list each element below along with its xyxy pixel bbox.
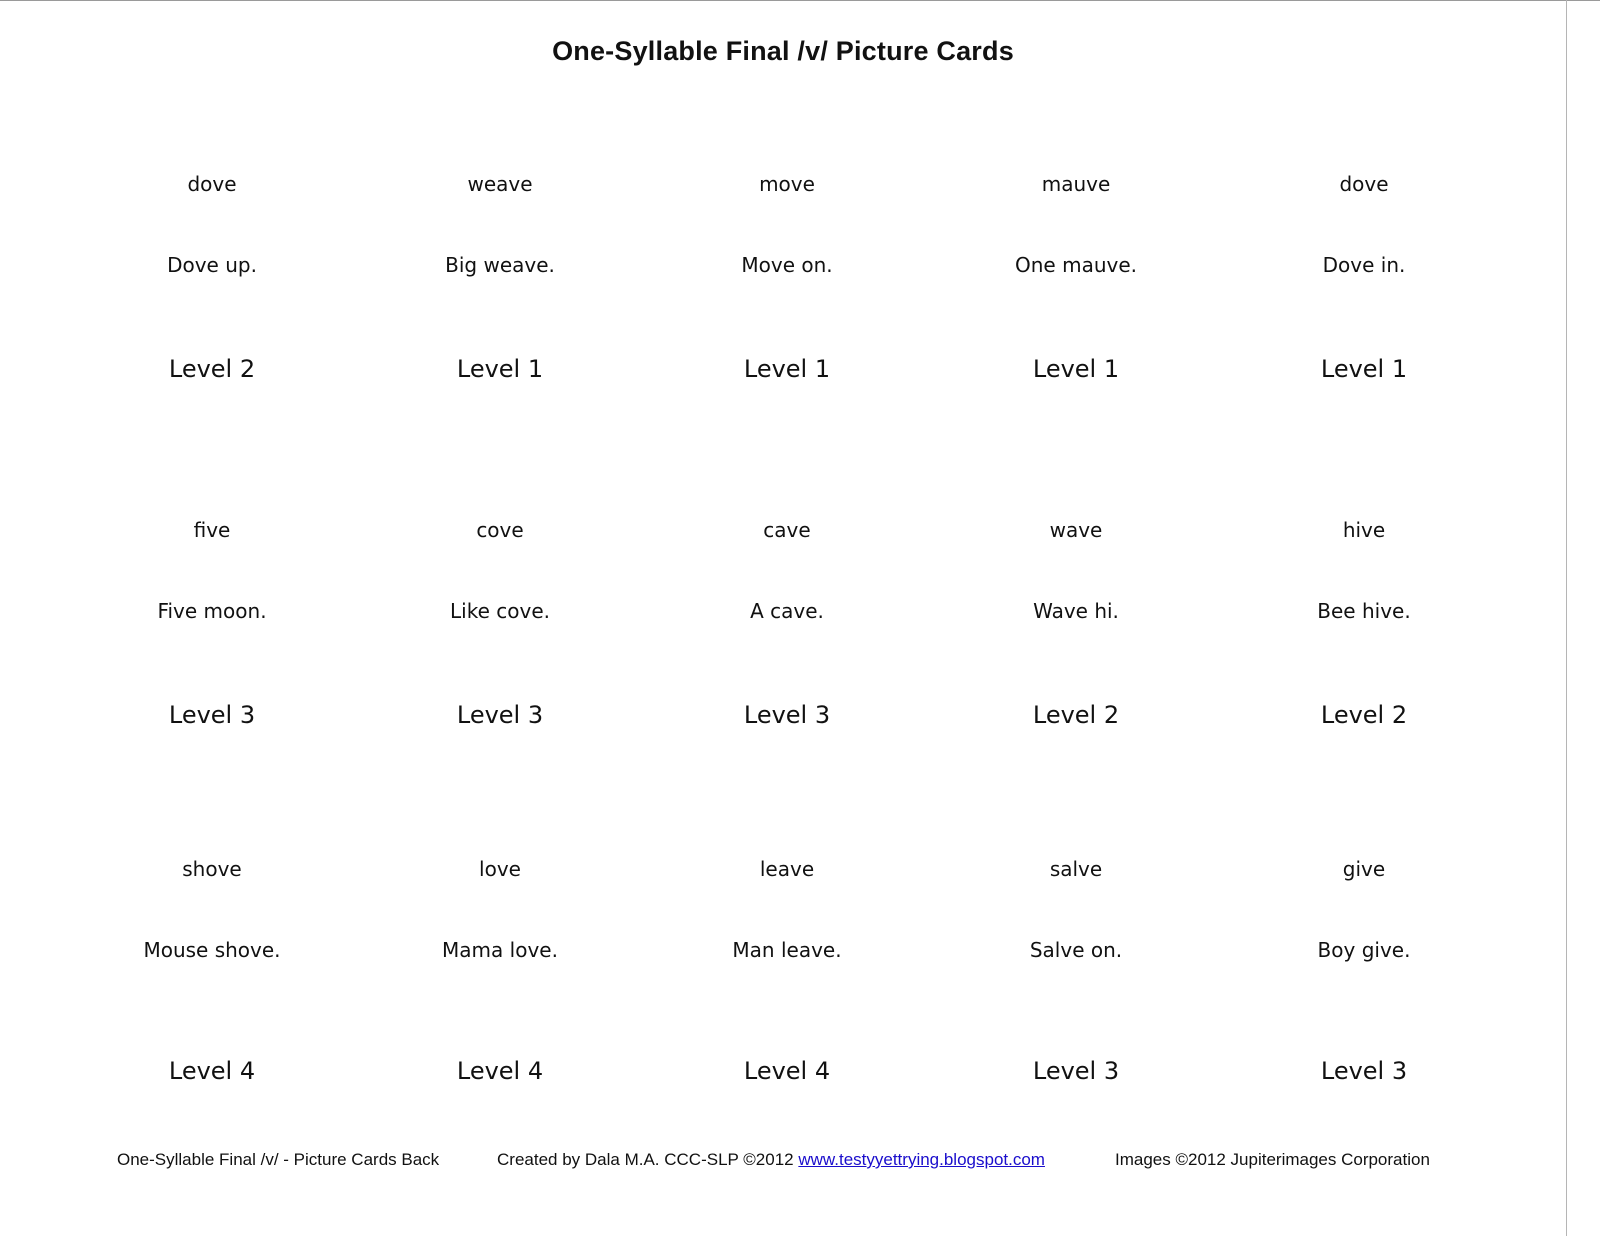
card-level: Level 3: [456, 701, 544, 729]
card-level: Level 2: [1032, 701, 1120, 729]
card-phrase: Five moon.: [157, 599, 267, 623]
card-level: Level 2: [168, 355, 256, 383]
card-level: Level 3: [1320, 1057, 1408, 1085]
card-word: salve: [1049, 857, 1103, 881]
card-level: Level 2: [1320, 701, 1408, 729]
card-word: love: [479, 857, 521, 881]
card-phrase: Move on.: [741, 253, 833, 277]
card-phrase: A cave.: [750, 599, 824, 623]
card-hive: [1234, 517, 1494, 757]
card-move: [657, 171, 917, 411]
card-word: cove: [476, 518, 524, 542]
card-phrase: Mouse shove.: [143, 938, 281, 962]
footer-left: One-Syllable Final /v/ - Picture Cards Back: [117, 1150, 440, 1169]
card-five: [82, 517, 342, 757]
card-phrase: Bee hive.: [1317, 599, 1411, 623]
card-wave: [946, 517, 1206, 757]
card-level: Level 3: [1032, 1057, 1120, 1085]
card-word: weave: [467, 172, 533, 196]
card-word: mauve: [1041, 172, 1111, 196]
card-mauve: [946, 171, 1206, 411]
card-word: leave: [759, 857, 815, 881]
card-give: [1234, 856, 1494, 1096]
footer-images: Images ©2012 Jupiterimages Corporation: [1115, 1150, 1430, 1169]
card-love: [370, 856, 630, 1096]
card-leave: [657, 856, 917, 1096]
card-level: Level 4: [168, 1057, 256, 1085]
footer-credit: [497, 1148, 1045, 1172]
footer-credit-text: Created by Dala M.A. CCC-SLP ©2012: [497, 1150, 794, 1169]
card-level: Level 3: [743, 701, 831, 729]
card-dove-1: [82, 171, 342, 411]
card-word: shove: [182, 857, 242, 881]
card-word: wave: [1049, 518, 1103, 542]
card-dove-2: [1234, 171, 1494, 411]
card-level: Level 4: [456, 1057, 544, 1085]
card-cove: [370, 517, 630, 757]
card-level: Level 1: [743, 355, 831, 383]
card-word: move: [759, 172, 815, 196]
card-phrase: Salve on.: [1029, 938, 1123, 962]
card-word: hive: [1342, 518, 1386, 542]
card-level: Level 4: [743, 1057, 831, 1085]
card-level: Level 1: [1032, 355, 1120, 383]
card-word: give: [1342, 857, 1386, 881]
card-word: dove: [187, 172, 237, 196]
card-phrase: Wave hi.: [1033, 599, 1119, 623]
card-level: Level 3: [168, 701, 256, 729]
card-cave: [657, 517, 917, 757]
page-title: One-Syllable Final /v/ Picture Cards: [552, 36, 1014, 66]
card-shove: [82, 856, 342, 1096]
card-phrase: Mama love.: [442, 938, 558, 962]
card-word: five: [193, 518, 231, 542]
card-phrase: Big weave.: [445, 253, 555, 277]
card-weave: [370, 171, 630, 411]
card-salve: [946, 856, 1206, 1096]
card-level: Level 1: [1320, 355, 1408, 383]
card-phrase: One mauve.: [1015, 253, 1137, 277]
right-border: [1566, 0, 1567, 1236]
card-level: Level 1: [456, 355, 544, 383]
card-phrase: Boy give.: [1317, 938, 1411, 962]
card-phrase: Man leave.: [732, 938, 842, 962]
card-phrase: Dove up.: [167, 253, 257, 277]
blog-link[interactable]: www.testyyettrying.blogspot.com: [798, 1150, 1045, 1169]
card-phrase: Dove in.: [1322, 253, 1406, 277]
card-word: cave: [763, 518, 811, 542]
card-phrase: Like cove.: [450, 599, 550, 623]
card-word: dove: [1339, 172, 1389, 196]
